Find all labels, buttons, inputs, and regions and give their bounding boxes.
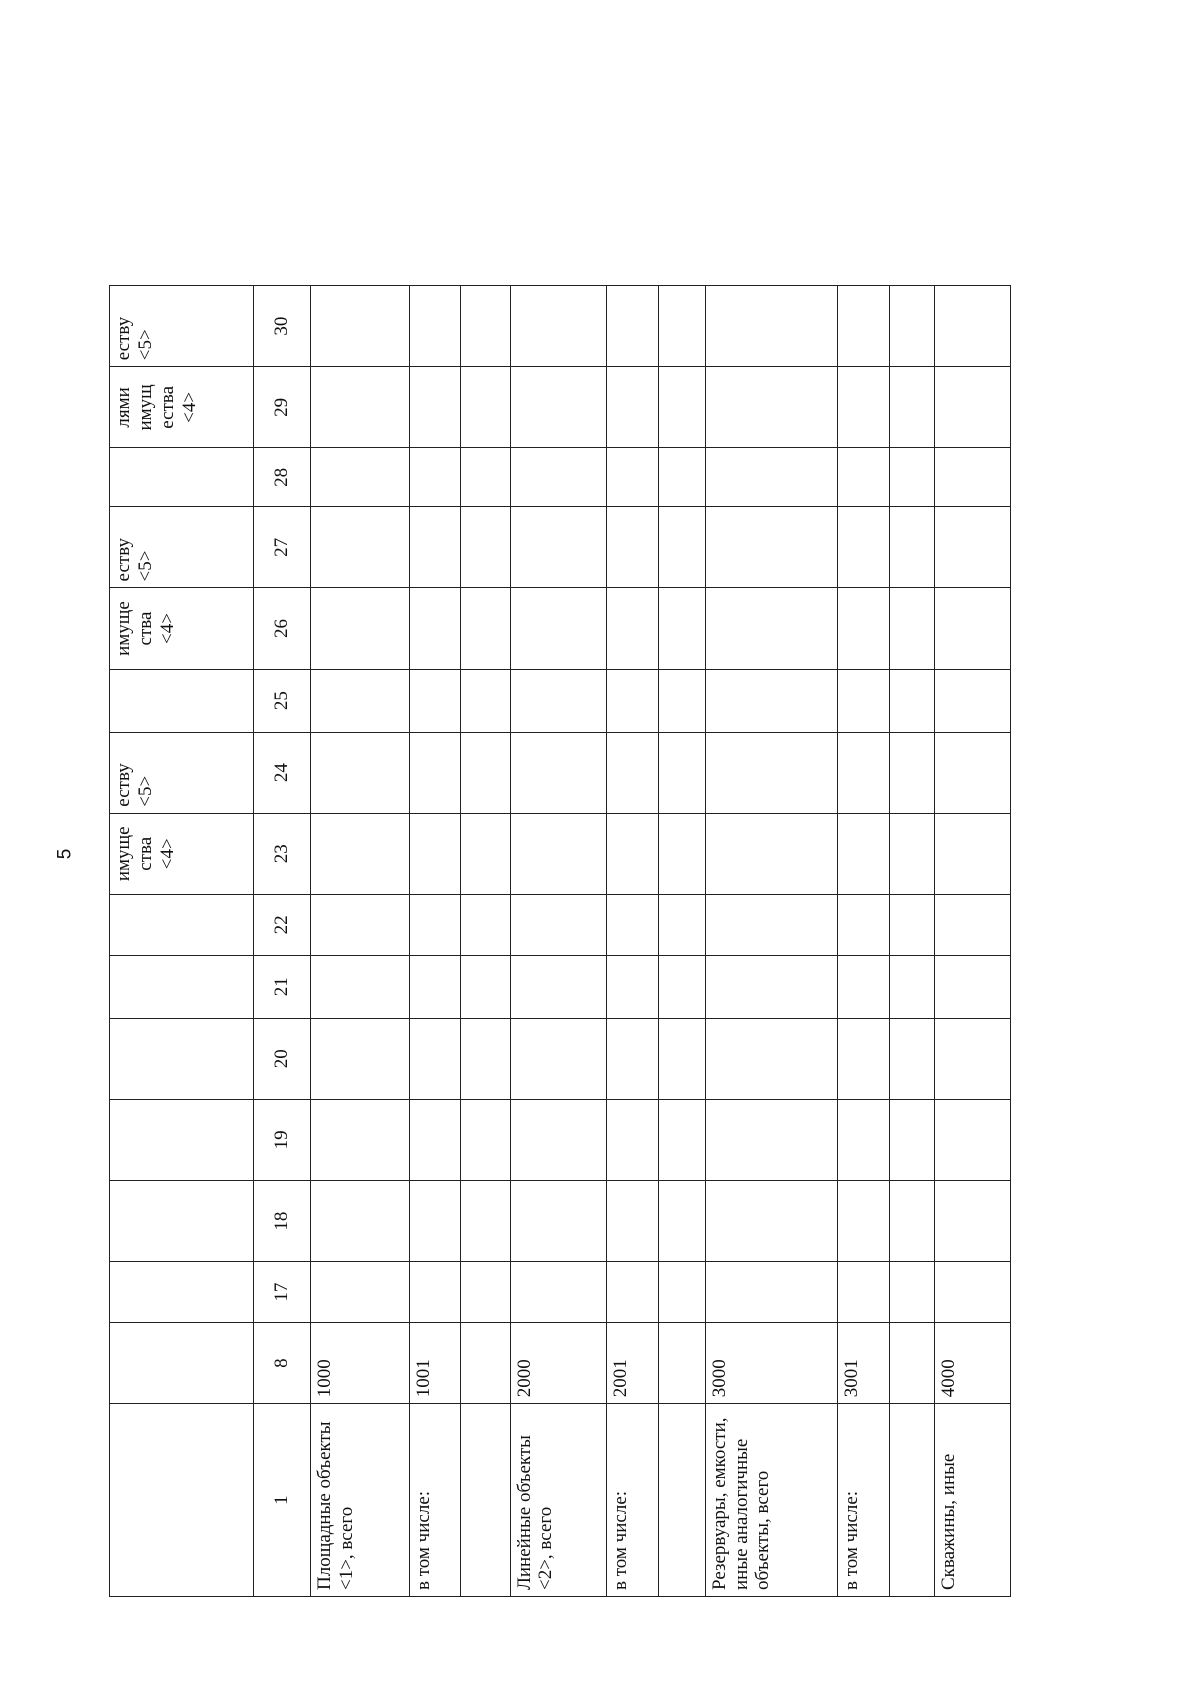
empty-cell	[838, 448, 890, 507]
empty-cell	[310, 1262, 409, 1323]
empty-cell	[838, 1181, 890, 1262]
empty-cell	[658, 448, 705, 507]
column-number: 24	[253, 732, 310, 813]
empty-cell	[607, 1181, 659, 1262]
empty-cell	[838, 894, 890, 955]
empty-cell	[461, 732, 510, 813]
column-number: 21	[253, 955, 310, 1018]
row-name: в том числе:	[841, 1490, 863, 1590]
empty-cell	[934, 1262, 1010, 1323]
header-cell	[110, 1404, 254, 1597]
empty-cell	[889, 669, 934, 732]
empty-cell	[409, 367, 461, 448]
empty-cell	[310, 813, 409, 894]
header-cell	[110, 955, 254, 1018]
empty-cell	[409, 813, 461, 894]
row-name: Линейные объекты <2>, всего	[513, 1435, 557, 1590]
row-name-cell	[607, 1404, 659, 1597]
column-number: 17	[253, 1262, 310, 1323]
empty-cell	[934, 732, 1010, 813]
row-code: 1000	[310, 1323, 409, 1404]
empty-cell	[409, 732, 461, 813]
empty-cell	[409, 1181, 461, 1262]
empty-cell	[510, 448, 606, 507]
empty-cell	[658, 813, 705, 894]
empty-cell	[658, 955, 705, 1018]
column-number-row	[253, 286, 310, 1597]
empty-cell	[310, 588, 409, 669]
empty-cell	[658, 894, 705, 955]
empty-cell	[934, 507, 1010, 588]
empty-cell	[607, 1262, 659, 1323]
empty-cell	[461, 813, 510, 894]
row-name-cell	[409, 1404, 461, 1597]
empty-cell	[934, 1018, 1010, 1099]
header-cell	[110, 1018, 254, 1099]
empty-cell	[658, 1018, 705, 1099]
empty-cell	[705, 1262, 837, 1323]
empty-cell	[310, 448, 409, 507]
empty-cell	[510, 813, 606, 894]
row-code: 1001	[409, 1323, 461, 1404]
row-name: Площадные объекты <1>, всего	[313, 1421, 357, 1590]
empty-cell	[838, 669, 890, 732]
column-number: 18	[253, 1181, 310, 1262]
row-name: в том числе:	[610, 1490, 632, 1590]
empty-cell	[658, 588, 705, 669]
empty-cell	[510, 955, 606, 1018]
empty-cell	[934, 894, 1010, 955]
row-code	[658, 1323, 705, 1404]
header-cell	[110, 669, 254, 732]
column-number: 25	[253, 669, 310, 732]
empty-cell	[461, 1099, 510, 1180]
empty-cell	[607, 813, 659, 894]
empty-cell	[409, 1262, 461, 1323]
header-cell	[110, 1099, 254, 1180]
column-number: 8	[253, 1323, 310, 1404]
column-number: 19	[253, 1099, 310, 1180]
empty-cell	[934, 367, 1010, 448]
empty-cell	[934, 286, 1010, 367]
row-name-cell	[934, 1404, 1010, 1597]
empty-cell	[607, 669, 659, 732]
empty-cell	[310, 894, 409, 955]
empty-cell	[934, 669, 1010, 732]
row-name-cell	[510, 1404, 606, 1597]
empty-cell	[838, 955, 890, 1018]
empty-cell	[510, 507, 606, 588]
header-cell	[110, 1262, 254, 1323]
header-cell: имуще ства <4>	[110, 588, 254, 669]
table-row	[658, 286, 705, 1597]
table-row	[705, 286, 837, 1597]
empty-cell	[409, 507, 461, 588]
empty-cell	[838, 367, 890, 448]
empty-cell	[461, 507, 510, 588]
empty-cell	[607, 588, 659, 669]
table-row	[461, 286, 510, 1597]
empty-cell	[510, 286, 606, 367]
empty-cell	[934, 448, 1010, 507]
empty-cell	[705, 813, 837, 894]
empty-cell	[838, 1262, 890, 1323]
row-name-cell	[889, 1404, 934, 1597]
empty-cell	[934, 813, 1010, 894]
empty-cell	[461, 1181, 510, 1262]
column-number: 28	[253, 448, 310, 507]
row-name-cell	[705, 1404, 837, 1597]
empty-cell	[510, 1099, 606, 1180]
row-code: 2001	[607, 1323, 659, 1404]
empty-cell	[409, 448, 461, 507]
row-name: Резервуары, емкости, иные аналогичные объекты, всего	[708, 1417, 774, 1590]
header-cell: еству <5>	[110, 286, 254, 367]
empty-cell	[889, 894, 934, 955]
empty-cell	[705, 1018, 837, 1099]
empty-cell	[310, 732, 409, 813]
empty-cell	[705, 367, 837, 448]
empty-cell	[889, 448, 934, 507]
empty-cell	[705, 732, 837, 813]
empty-cell	[889, 1262, 934, 1323]
empty-cell	[889, 1099, 934, 1180]
empty-cell	[889, 732, 934, 813]
table-row	[409, 286, 461, 1597]
row-code: 2000	[510, 1323, 606, 1404]
empty-cell	[310, 286, 409, 367]
empty-cell	[658, 367, 705, 448]
table-row	[889, 286, 934, 1597]
empty-cell	[705, 588, 837, 669]
row-name: Скважины, иные	[937, 1453, 959, 1590]
column-number: 22	[253, 894, 310, 955]
empty-cell	[409, 894, 461, 955]
row-code: 3000	[705, 1323, 837, 1404]
empty-cell	[461, 1262, 510, 1323]
empty-cell	[658, 1262, 705, 1323]
empty-cell	[838, 732, 890, 813]
empty-cell	[889, 507, 934, 588]
empty-cell	[934, 955, 1010, 1018]
empty-cell	[889, 1181, 934, 1262]
empty-cell	[510, 367, 606, 448]
header-cell	[110, 894, 254, 955]
empty-cell	[607, 507, 659, 588]
column-number: 26	[253, 588, 310, 669]
row-name: в том числе:	[412, 1490, 434, 1590]
empty-cell	[461, 669, 510, 732]
header-cell	[110, 1181, 254, 1262]
empty-cell	[658, 732, 705, 813]
empty-cell	[461, 1018, 510, 1099]
row-code: 4000	[934, 1323, 1010, 1404]
empty-cell	[705, 507, 837, 588]
header-cell	[110, 448, 254, 507]
empty-cell	[510, 669, 606, 732]
empty-cell	[607, 955, 659, 1018]
empty-cell	[409, 1018, 461, 1099]
header-cell: имуще ства <4>	[110, 813, 254, 894]
empty-cell	[889, 588, 934, 669]
empty-cell	[889, 955, 934, 1018]
empty-cell	[461, 894, 510, 955]
empty-cell	[607, 286, 659, 367]
row-name-cell	[310, 1404, 409, 1597]
row-code	[889, 1323, 934, 1404]
empty-cell	[510, 1262, 606, 1323]
empty-cell	[705, 894, 837, 955]
column-number: 23	[253, 813, 310, 894]
empty-cell	[705, 669, 837, 732]
empty-cell	[658, 669, 705, 732]
column-number: 27	[253, 507, 310, 588]
empty-cell	[461, 286, 510, 367]
empty-cell	[310, 1181, 409, 1262]
header-row	[110, 286, 254, 1597]
table-row	[838, 286, 890, 1597]
empty-cell	[658, 1181, 705, 1262]
empty-cell	[838, 286, 890, 367]
empty-cell	[705, 955, 837, 1018]
empty-cell	[461, 448, 510, 507]
row-code	[461, 1323, 510, 1404]
empty-cell	[510, 1018, 606, 1099]
empty-cell	[409, 1099, 461, 1180]
column-number: 29	[253, 367, 310, 448]
table-row	[934, 286, 1010, 1597]
empty-cell	[310, 367, 409, 448]
empty-cell	[310, 507, 409, 588]
empty-cell	[607, 894, 659, 955]
empty-cell	[310, 669, 409, 732]
empty-cell	[510, 894, 606, 955]
empty-cell	[838, 588, 890, 669]
empty-cell	[607, 1099, 659, 1180]
empty-cell	[889, 367, 934, 448]
empty-cell	[889, 813, 934, 894]
empty-cell	[310, 1099, 409, 1180]
data-rows	[310, 286, 1010, 1597]
empty-cell	[310, 955, 409, 1018]
empty-cell	[607, 732, 659, 813]
header-cell: еству <5>	[110, 732, 254, 813]
empty-cell	[461, 955, 510, 1018]
page-number: 5	[54, 848, 76, 860]
table-row	[310, 286, 409, 1597]
empty-cell	[934, 1099, 1010, 1180]
empty-cell	[838, 813, 890, 894]
empty-cell	[607, 1018, 659, 1099]
empty-cell	[461, 367, 510, 448]
empty-cell	[889, 286, 934, 367]
column-number: 1	[253, 1404, 310, 1597]
empty-cell	[705, 1181, 837, 1262]
rotated-table-container	[109, 285, 1011, 1597]
empty-cell	[658, 1099, 705, 1180]
empty-cell	[607, 367, 659, 448]
empty-cell	[889, 1018, 934, 1099]
empty-cell	[409, 955, 461, 1018]
empty-cell	[510, 588, 606, 669]
row-name-cell	[658, 1404, 705, 1597]
empty-cell	[838, 507, 890, 588]
empty-cell	[409, 588, 461, 669]
empty-cell	[409, 286, 461, 367]
header-cell: лями имущ ества <4>	[110, 367, 254, 448]
empty-cell	[607, 448, 659, 507]
empty-cell	[310, 1018, 409, 1099]
empty-cell	[409, 669, 461, 732]
header-cell	[110, 1323, 254, 1404]
empty-cell	[658, 507, 705, 588]
empty-cell	[510, 732, 606, 813]
empty-cell	[838, 1099, 890, 1180]
empty-cell	[705, 1099, 837, 1180]
empty-cell	[934, 1181, 1010, 1262]
table-row	[607, 286, 659, 1597]
row-name-cell	[461, 1404, 510, 1597]
empty-cell	[658, 286, 705, 367]
empty-cell	[838, 1018, 890, 1099]
data-table	[109, 285, 1011, 1597]
header-cell: еству <5>	[110, 507, 254, 588]
column-number: 20	[253, 1018, 310, 1099]
empty-cell	[705, 448, 837, 507]
table-row	[510, 286, 606, 1597]
row-name-cell	[838, 1404, 890, 1597]
empty-cell	[705, 286, 837, 367]
column-number: 30	[253, 286, 310, 367]
empty-cell	[934, 588, 1010, 669]
empty-cell	[461, 588, 510, 669]
row-code: 3001	[838, 1323, 890, 1404]
empty-cell	[510, 1181, 606, 1262]
